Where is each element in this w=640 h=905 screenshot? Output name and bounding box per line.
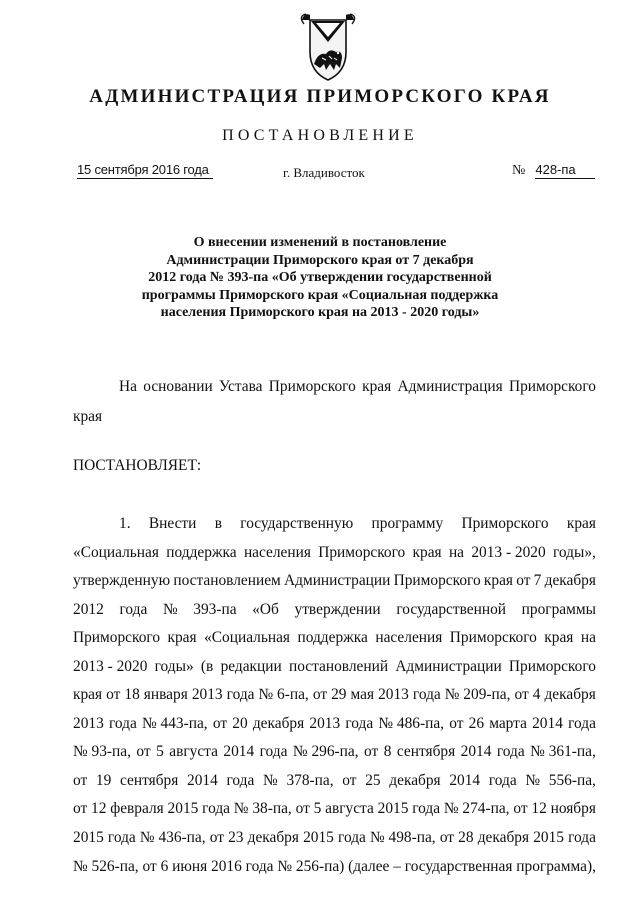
word: 23: [228, 829, 244, 847]
word: 5: [313, 800, 322, 818]
word: 28: [458, 829, 474, 847]
paragraph-line: [73, 567, 596, 596]
word: 18: [124, 686, 140, 704]
word: края: [544, 629, 574, 647]
word: 12: [91, 800, 107, 818]
word: года: [338, 829, 366, 847]
word: № 209-па,: [444, 686, 511, 704]
word: № 436-па,: [139, 829, 206, 847]
word: от: [514, 686, 529, 704]
word: декабря: [247, 829, 299, 847]
word: июня: [172, 857, 208, 875]
document-type: ПОСТАНОВЛЕНИЕ: [222, 127, 418, 144]
word: 2013: [191, 686, 223, 704]
word: государственная: [404, 857, 513, 875]
primorsky-krai-coat-of-arms-icon: [296, 8, 360, 84]
word: постановлений: [288, 657, 389, 675]
word: Приморского: [461, 515, 549, 532]
word: 2015: [167, 800, 199, 818]
word: от: [312, 686, 328, 704]
word: года: [496, 743, 525, 761]
paragraph-line: [73, 653, 596, 682]
word: года: [226, 686, 255, 704]
word: декабря: [252, 714, 305, 732]
heading-line: программы Приморского края «Социальная поддержка: [141, 287, 499, 303]
word: края: [412, 543, 442, 561]
word: № 526-па,: [73, 857, 139, 875]
word: №: [263, 771, 278, 789]
word: населения: [375, 629, 443, 647]
word: 2014: [460, 743, 492, 761]
word: годы»,: [553, 543, 596, 561]
word: № 38-па,: [233, 800, 292, 818]
word: Приморского: [393, 572, 481, 590]
word: от: [364, 743, 379, 761]
word: 26: [468, 714, 485, 732]
word: поддержка: [166, 543, 237, 561]
word: в: [214, 515, 222, 532]
word: от: [136, 743, 151, 761]
word: от: [342, 771, 357, 789]
word: Администрации: [284, 572, 391, 590]
word: края: [167, 629, 197, 647]
word: (далее: [348, 857, 390, 875]
word: года: [412, 800, 441, 818]
word: программу: [371, 515, 444, 532]
word: программа),: [516, 857, 596, 875]
word: края: [362, 378, 392, 395]
word: года: [108, 714, 137, 732]
word: № 93-па,: [73, 743, 131, 761]
word: –: [393, 857, 401, 875]
basis-line: края: [73, 408, 103, 425]
paragraph-line: [73, 539, 596, 568]
paragraph-line: [73, 824, 596, 853]
word: от: [295, 800, 310, 818]
word: 2015: [533, 829, 564, 847]
word: 6: [160, 857, 169, 875]
word: декабря: [477, 829, 530, 847]
word: 12: [531, 800, 547, 818]
word: «Об: [252, 600, 279, 618]
word: января: [143, 686, 188, 704]
word: края: [566, 515, 596, 532]
word: 393-па: [193, 600, 237, 618]
word: года: [412, 686, 441, 704]
word: №: [162, 600, 178, 618]
word: государственную: [240, 515, 354, 532]
word: Внести: [148, 515, 197, 532]
word: 20: [232, 714, 248, 732]
word: постановлением: [173, 572, 281, 590]
resolve-word: ПОСТАНОВЛЯЕТ:: [73, 457, 202, 474]
document-date: 15 сентября 2016 года: [77, 162, 213, 179]
word: края: [483, 572, 513, 590]
word: от: [209, 829, 224, 847]
word: года: [245, 857, 274, 875]
paragraph-line: [73, 738, 596, 767]
word: ноября: [550, 800, 596, 818]
word: года: [345, 714, 374, 732]
basis-paragraph: [73, 372, 596, 432]
word: утвержденную: [73, 572, 171, 590]
paragraph-line: [73, 853, 596, 882]
word: от: [142, 857, 157, 875]
word: 2014: [532, 714, 563, 732]
word: мая: [350, 686, 375, 704]
word: Приморского: [449, 629, 537, 647]
paragraph-line: [73, 795, 596, 824]
word: № 256-па): [277, 857, 345, 875]
word: 2013: [378, 686, 409, 704]
word: 7: [533, 572, 542, 590]
word: утверждении: [294, 600, 381, 618]
paragraph-line: [73, 767, 596, 796]
document-heading: [110, 234, 530, 322]
word: от: [513, 800, 528, 818]
word: от: [516, 572, 531, 590]
word: 2015: [303, 829, 334, 847]
word: года: [226, 771, 255, 789]
word: на: [448, 543, 465, 561]
word: декабря: [389, 771, 441, 789]
word: основании: [143, 378, 213, 395]
word: Приморского: [268, 378, 356, 395]
word: 2013: [309, 714, 341, 732]
word: сентября: [396, 743, 456, 761]
word: 2016: [211, 857, 242, 875]
document-number: [512, 162, 595, 179]
word: августа: [325, 800, 374, 818]
word: от: [439, 829, 455, 847]
organization-title: АДМИНИСТРАЦИЯ ПРИМОРСКОГО КРАЯ: [89, 86, 551, 107]
word: На: [119, 378, 137, 395]
word: №: [525, 771, 541, 789]
word: (в: [200, 657, 214, 675]
word: редакции: [220, 657, 282, 675]
word: населения: [243, 543, 311, 561]
word: года: [202, 800, 230, 818]
paragraph-line: [73, 624, 596, 653]
heading-line: Администрации Приморского края от 7 декабря: [166, 252, 474, 268]
word: 2015: [377, 800, 409, 818]
word: на: [580, 629, 596, 647]
heading-line: 2012 года № 393-па «Об утверждении государственной: [148, 270, 492, 286]
word: Приморского: [508, 657, 596, 675]
number-value: 428-па: [535, 162, 595, 179]
word: государственной: [396, 600, 507, 618]
word: края: [73, 686, 103, 704]
word: годы»: [154, 657, 194, 675]
word: № 296-па,: [292, 743, 359, 761]
word: сентября: [120, 771, 179, 789]
word: № 274-па,: [443, 800, 510, 818]
word: Администрации: [395, 657, 502, 675]
basis-line: [73, 372, 596, 402]
word: Администрация: [397, 378, 503, 395]
word: от: [449, 714, 464, 732]
word: от: [106, 686, 121, 704]
word: 378-па,: [286, 771, 334, 789]
word: года: [107, 829, 136, 847]
word: 2014: [187, 771, 218, 789]
word: Приморского: [508, 378, 596, 395]
word: года: [259, 743, 288, 761]
word: 1.: [119, 515, 131, 532]
word: Устава: [218, 378, 263, 395]
paragraph-1: [73, 510, 596, 881]
word: года: [488, 771, 517, 789]
word: «Социальная: [204, 629, 291, 647]
word: года: [568, 714, 596, 732]
word: от: [73, 800, 88, 818]
word: № 486-па,: [378, 714, 445, 732]
word: № 498-па,: [370, 829, 436, 847]
word: года: [119, 600, 148, 618]
word: декабря: [544, 686, 596, 704]
word: 4: [532, 686, 541, 704]
word: 29: [331, 686, 347, 704]
number-label: №: [512, 163, 526, 178]
word: 19: [95, 771, 112, 789]
heading-line: О внесении изменений в постановление: [193, 235, 447, 250]
word: № 6-па,: [258, 686, 309, 704]
paragraph-line: [73, 510, 596, 539]
word: 2015: [73, 829, 104, 847]
paragraph-line: [73, 710, 596, 739]
word: 5: [156, 743, 164, 761]
word: от: [73, 771, 88, 789]
word: 2012: [73, 600, 104, 618]
word: февраля: [110, 800, 164, 818]
heading-line: населения Приморского края на 2013 - 2020 годы»: [160, 305, 480, 321]
word: 556-па,: [548, 771, 596, 789]
word: 8: [383, 743, 392, 761]
word: Приморского: [318, 543, 406, 561]
word: 2013 - 2020: [73, 657, 148, 675]
word: года: [568, 829, 596, 847]
word: 2013: [73, 714, 104, 732]
word: декабря: [544, 572, 596, 590]
word: 2014: [223, 743, 255, 761]
word: 2014: [449, 771, 481, 789]
word: № 361-па,: [530, 743, 596, 761]
word: 2013 - 2020: [471, 543, 546, 561]
word: августа: [169, 743, 218, 761]
word: «Социальная: [73, 543, 159, 561]
word: программы: [521, 600, 596, 618]
word: поддержка: [297, 629, 368, 647]
paragraph-line: [73, 596, 596, 625]
document-city: г. Владивосток: [283, 165, 365, 180]
word: Приморского: [73, 629, 161, 647]
word: от: [212, 714, 228, 732]
word: 25: [365, 771, 381, 789]
paragraph-line: [73, 681, 596, 710]
word: № 443-па,: [142, 714, 208, 732]
word: марта: [489, 714, 527, 732]
